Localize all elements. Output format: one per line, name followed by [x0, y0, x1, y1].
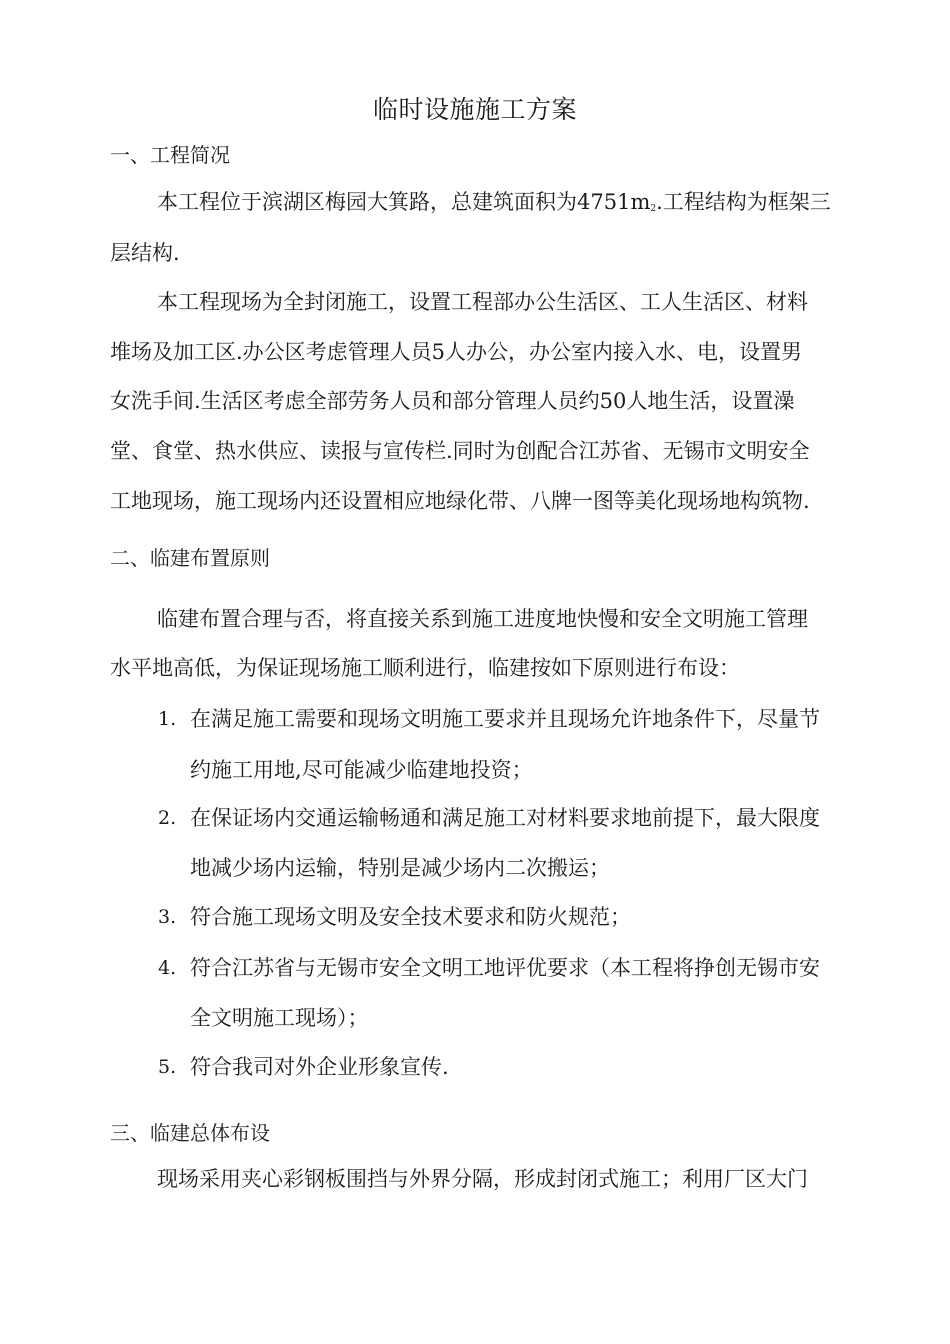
list-number: 4.: [158, 957, 177, 979]
list-item-line: 在保证场内交通运输畅通和满足施工对材料要求地前提下，最大限度: [190, 806, 820, 830]
list-item-line: 全文明施工现场）；: [190, 1006, 369, 1030]
paragraph-line: 堆场及加工区.办公区考虑管理人员5人办公，办公室内接入水、电，设置男: [110, 340, 803, 364]
paragraph-line: 临建布置合理与否，将直接关系到施工进度地快慢和安全文明施工管理: [157, 607, 808, 631]
list-item-line: 约施工用地,尽可能减少临建地投资；: [190, 758, 533, 782]
list-item-line: 符合江苏省与无锡市安全文明工地评优要求（本工程将挣创无锡市安: [190, 956, 820, 980]
paragraph-line: 本工程现场为全封闭施工，设置工程部办公生活区、工人生活区、材料: [157, 290, 808, 314]
paragraph-line: 水平地高低，为保证现场施工顺利进行，临建按如下原则进行布设：: [110, 656, 740, 680]
list-item-line: 地减少场内运输，特别是减少场内二次搬运；: [190, 856, 610, 880]
paragraph-line: 女洗手间.生活区考虑全部劳务人员和部分管理人员约50人地生活，设置澡: [110, 389, 795, 413]
paragraph-line: 现场采用夹心彩钢板围挡与外界分隔，形成封闭式施工；利用厂区大门: [157, 1167, 808, 1191]
list-item-line: 在满足施工需要和现场文明施工要求并且现场允许地条件下，尽量节: [190, 707, 820, 731]
list-number: 5.: [158, 1056, 177, 1078]
section-heading-3: 三、临建总体布设: [110, 1121, 270, 1145]
paragraph-line: 工地现场，施工现场内还设置相应地绿化带、八牌一图等美化现场地构筑物.: [110, 489, 810, 513]
paragraph-line: 堂、食堂、热水供应、读报与宣传栏.同时为创配合江苏省、无锡市文明安全: [110, 439, 810, 463]
paragraph-line: 层结构.: [110, 241, 180, 265]
list-item-line: 符合我司对外企业形象宣传.: [190, 1055, 449, 1079]
document-title: 临时设施施工方案: [372, 95, 577, 124]
paragraph-line: [157, 187, 831, 222]
list-number: 2.: [158, 807, 177, 829]
section-heading-1: 一、工程简况: [110, 143, 230, 167]
section-heading-2: 二、临建布置原则: [110, 546, 270, 570]
list-number: 3.: [158, 906, 177, 928]
area-text-tail: .工程结构为框架三: [656, 190, 831, 214]
area-text: 本工程位于滨湖区梅园大箕路，总建筑面积为4751m: [157, 190, 651, 214]
list-item-line: 符合施工现场文明及安全技术要求和防火规范；: [190, 905, 631, 929]
list-number: 1.: [158, 708, 177, 730]
area-unit-superscript: 2: [650, 204, 657, 214]
